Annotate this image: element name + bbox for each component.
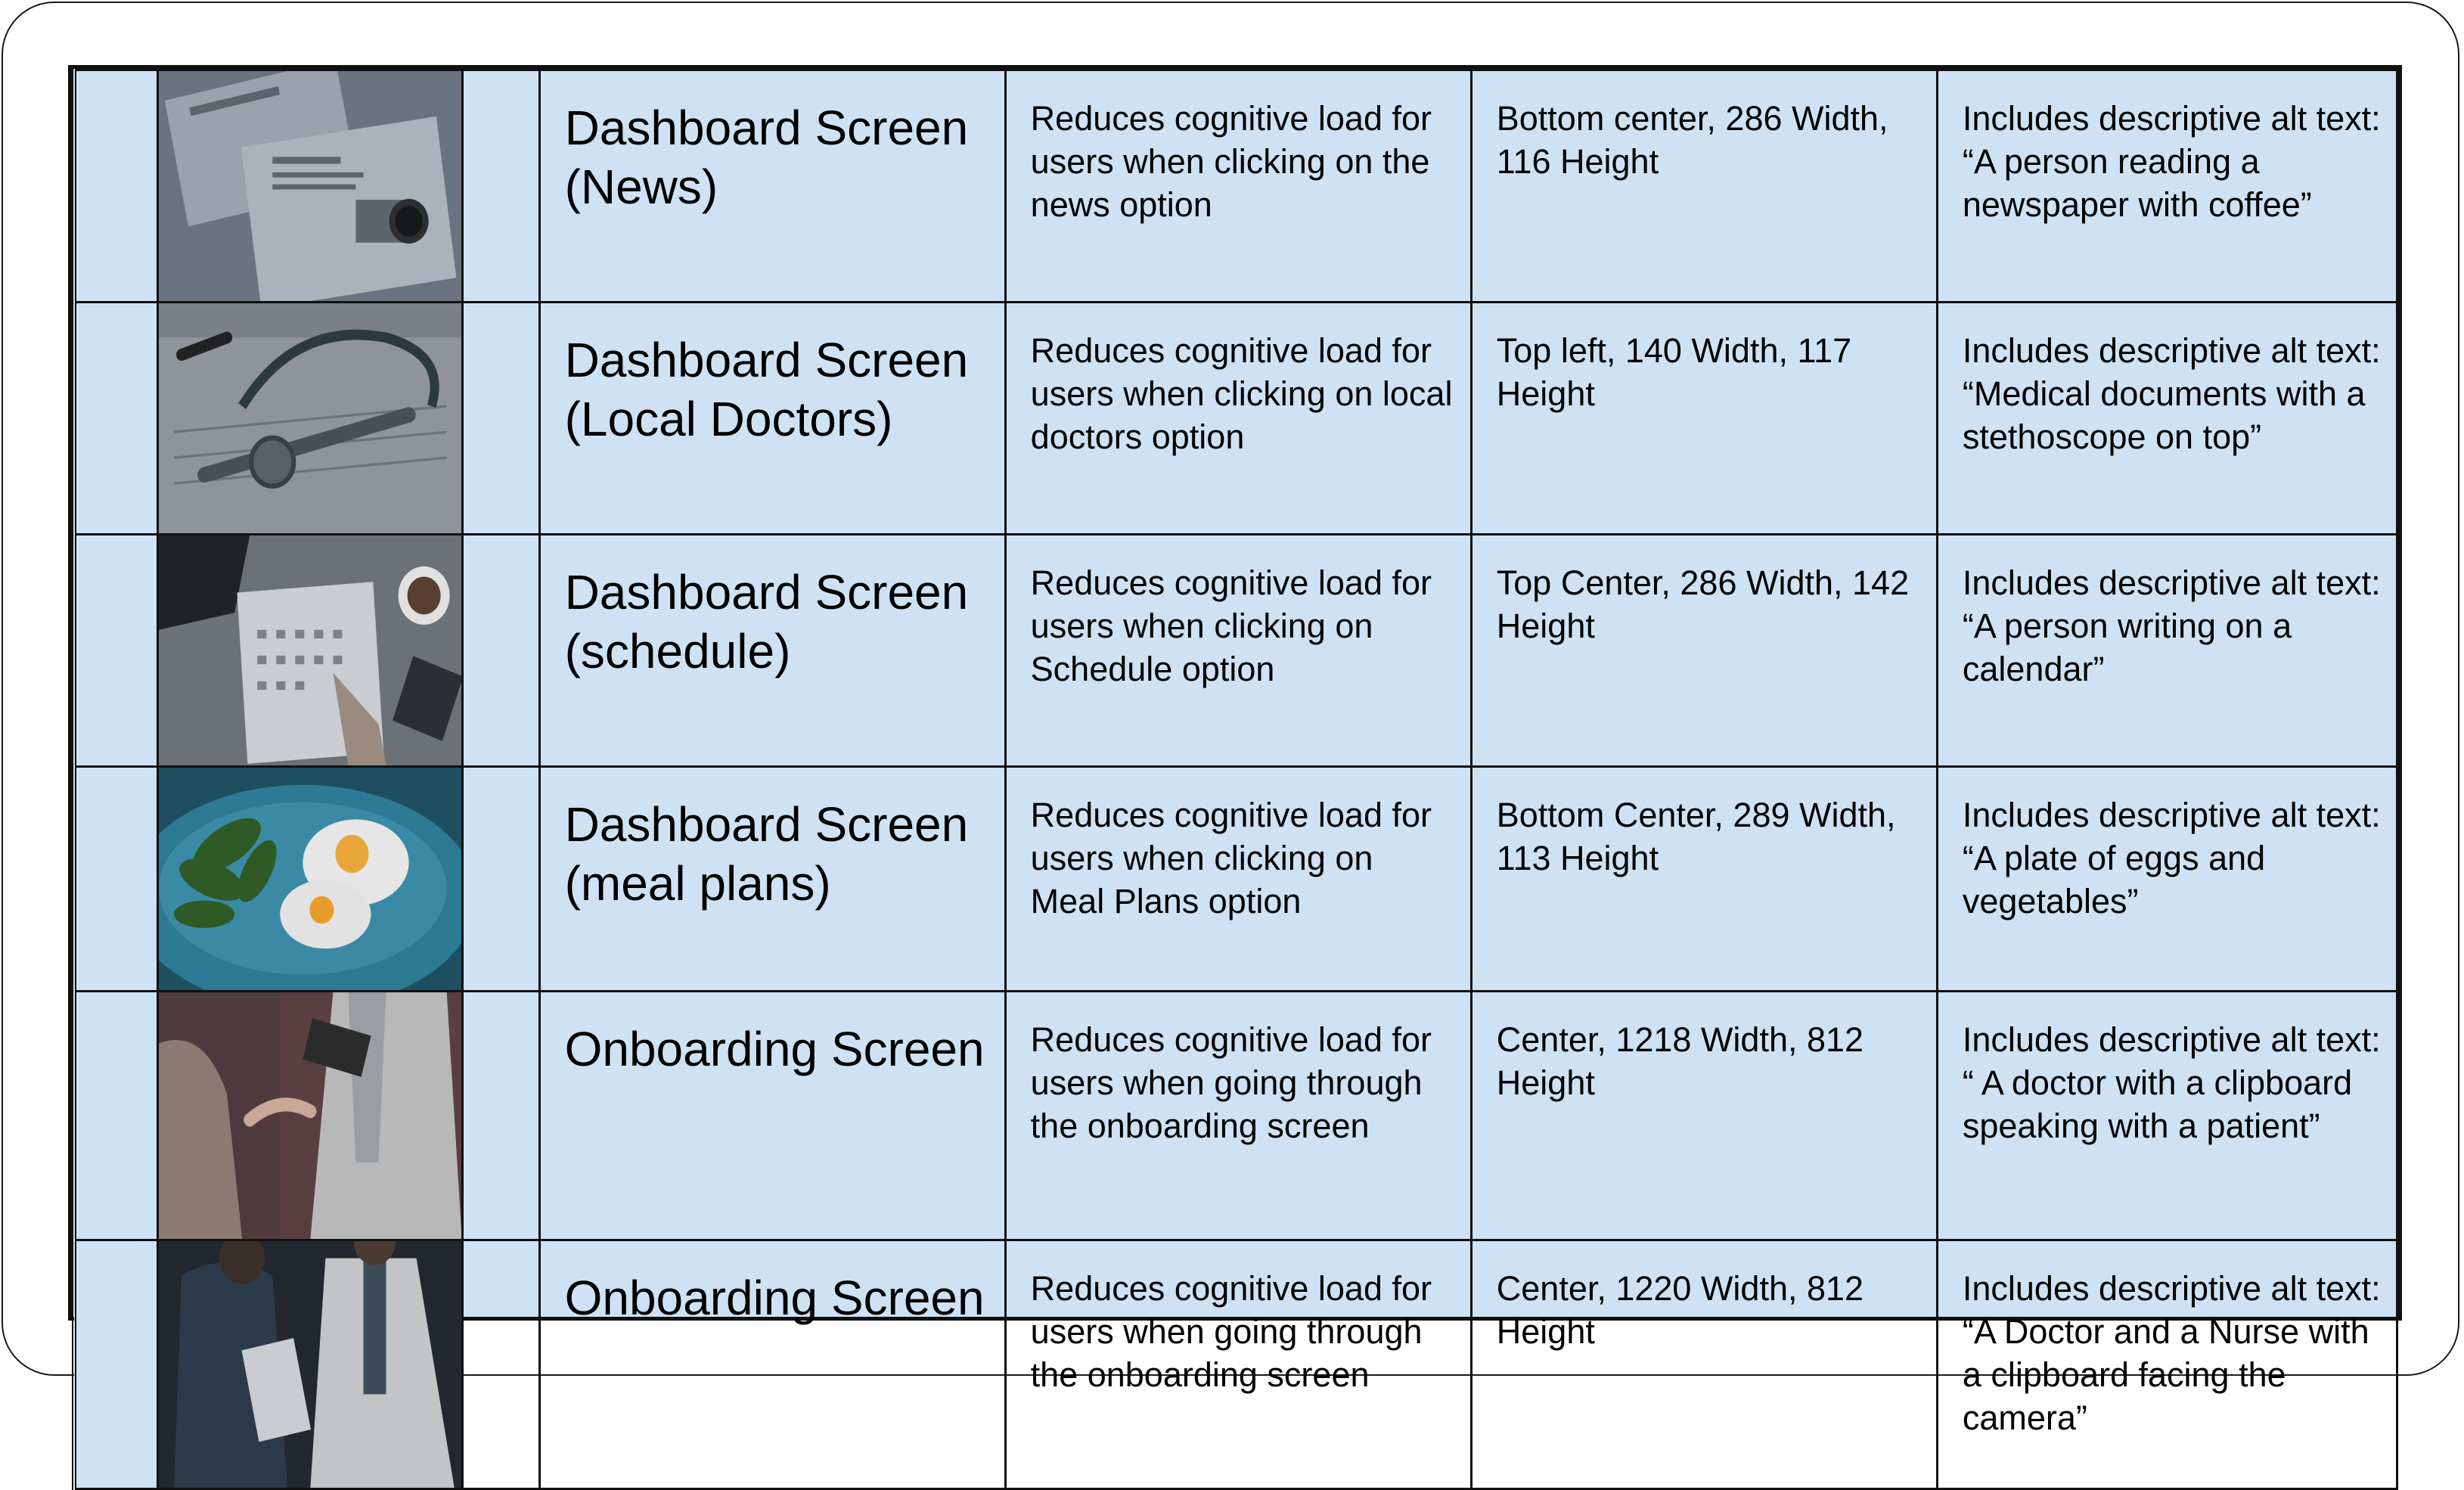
stethoscope-documents-image [159,303,462,533]
placement-text: Bottom center, 286 Width, 116 Height [1471,70,1937,303]
alt-text-description: Includes descriptive alt text: “Medical documents with a stethoscope on top” [1937,303,2397,535]
thumbnail-cell [157,767,463,992]
thumbnail-cell [157,70,463,303]
doctor-nurse-clipboard-image [159,1241,462,1488]
table [72,69,2398,1490]
screen-name: Onboarding Screen [539,992,1005,1240]
alt-text-description: Includes descriptive alt text: “ A doctor with a clipboard speaking with a patient” [1937,992,2397,1240]
calendar-writing-image [159,535,462,765]
screen-name: Dashboard Screen (Local Doctors) [539,303,1005,535]
spacer-cell [463,992,539,1240]
row-marker-cell [74,767,157,992]
thumbnail-cell [157,535,463,767]
placement-text: Center, 1220 Width, 812 Height [1471,1240,1937,1489]
table-row [74,303,2397,535]
purpose-text: Reduces cognitive load for users when going through the onboarding screen [1005,992,1471,1240]
table-row [74,767,2397,992]
purpose-text: Reduces cognitive load for users when clicking on local doctors option [1005,303,1471,535]
table-row [74,992,2397,1240]
alt-text-description: Includes descriptive alt text: “A person reading a newspaper with coffee” [1937,70,2397,303]
row-marker-cell [74,303,157,535]
table-row [74,535,2397,767]
alt-text-description: Includes descriptive alt text: “A person writing on a calendar” [1937,535,2397,767]
row-marker-cell [74,70,157,303]
thumbnail-cell [157,992,463,1240]
screen-name: Dashboard Screen (meal plans) [539,767,1005,992]
purpose-text: Reduces cognitive load for users when clicking on the news option [1005,70,1471,303]
thumbnail-cell [157,1240,463,1489]
eggs-vegetables-plate-image [159,768,462,990]
table-row [74,1240,2397,1489]
screen-name: Dashboard Screen (News) [539,70,1005,303]
screenshot-frame [2,2,2459,1437]
purpose-text: Reduces cognitive load for users when clicking on Schedule option [1005,535,1471,767]
screen-name: Onboarding Screen [539,1240,1005,1489]
spacer-cell [463,70,539,303]
newspaper-coffee-image [159,71,462,301]
thumbnail-cell [157,303,463,535]
row-marker-cell [74,535,157,767]
table-row [74,70,2397,303]
image-accessibility-table [68,65,2402,1437]
alt-text-description: Includes descriptive alt text: “A plate of eggs and vegetables” [1937,767,2397,992]
spacer-cell [463,767,539,992]
spacer-cell [463,303,539,535]
spacer-cell [463,1240,539,1489]
row-marker-cell [74,1240,157,1489]
row-marker-cell [74,992,157,1240]
spacer-cell [463,535,539,767]
placement-text: Bottom Center, 289 Width, 113 Height [1471,767,1937,992]
placement-text: Top Center, 286 Width, 142 Height [1471,535,1937,767]
screen-name: Dashboard Screen (schedule) [539,535,1005,767]
alt-text-description: Includes descriptive alt text: “A Doctor and a Nurse with a clipboard facing the camera” [1937,1240,2397,1489]
purpose-text: Reduces cognitive load for users when going through the onboarding screen [1005,1240,1471,1489]
placement-text: Center, 1218 Width, 812 Height [1471,992,1937,1240]
placement-text: Top left, 140 Width, 117 Height [1471,303,1937,535]
doctor-patient-image [159,992,462,1239]
purpose-text: Reduces cognitive load for users when clicking on Meal Plans option [1005,767,1471,992]
